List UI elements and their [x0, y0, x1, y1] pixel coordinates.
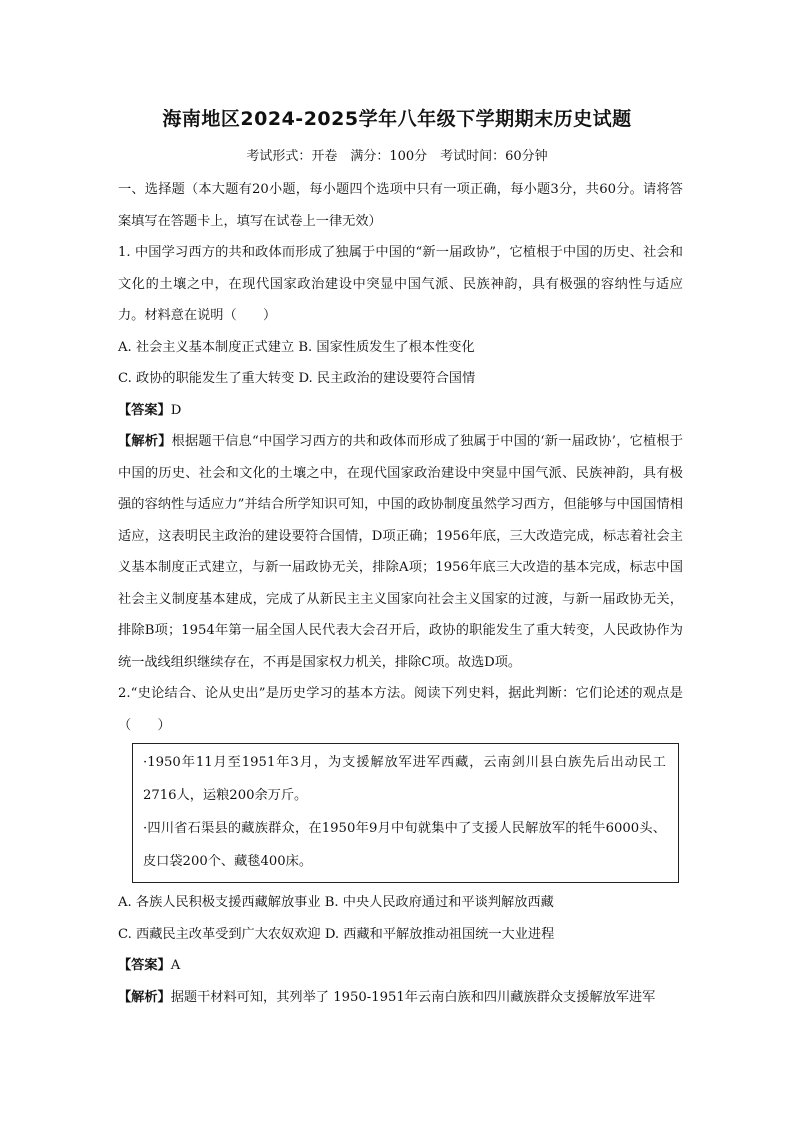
- q2-material-box: [132, 743, 679, 883]
- q2-analysis-label: 【解析】: [118, 989, 171, 1005]
- section-heading: 一、选择题（本大题有20小题，每小题四个选项中只有一项正确，每小题3分，共60分。请将答案填写在答题卡上，填写在试卷上一律无效）: [118, 182, 683, 229]
- q2-stem: 2.“史论结合、论从史出”是历史学习的基本方法。阅读下列史料，据此判断：它们论述的观点是（ ）: [118, 686, 683, 733]
- q2-answer: [118, 950, 683, 982]
- q1-stem: 1. 中国学习西方的共和政体而形成了独属于中国的“新一届政协”，它植根于中国的历史、社会和文化的土壤之中，在现代国家政治建设中突显中国气派、民族神韵，具有极强的容纳性与适应力。材料意在说明（ ）: [118, 245, 683, 323]
- q2-options-line-1: A. 各族人民积极支援西藏解放事业 B. 中央人民政府通过和平谈判解放西藏: [118, 895, 554, 910]
- exam-body: [118, 174, 683, 1013]
- q2-options-line-2: C. 西藏民主改革受到广大农奴欢迎 D. 西藏和平解放推动祖国统一大业进程: [118, 926, 555, 942]
- q2-answer-value: A: [170, 958, 181, 973]
- q2-answer-label: 【答案】: [118, 958, 171, 973]
- q2-material-2: ·四川省石渠县的藏族群众，在1950年9月中旬就集中了支援人民解放军的牦牛6000头、皮口袋200个、藏毯400床。: [143, 821, 666, 869]
- q1-analysis: [118, 426, 683, 678]
- q2-material-1: ·1950年11月至1951年3月，为支援解放军进军西藏，云南剑川县白族先后出动民工2716人，运粮200余万斤。: [143, 755, 666, 803]
- q1-answer-label: 【答案】: [118, 402, 171, 418]
- q1-answer-value: D: [170, 402, 182, 418]
- exam-meta: 考试形式：开卷 满分：100分 考试时间：60分钟: [246, 149, 548, 164]
- q2-analysis: [118, 982, 683, 1014]
- q1-analysis-text: 根据题干信息“中国学习西方的共和政体而形成了独属于中国的‘新一届政协’，它植根于中国的历史、社会和文化的土壤之中，在现代国家政治建设中突显中国气派、民族神韵，具有极强的容纳性与适应力”并结合所学知识可知，中国的政协制度虽然学习西方，但能够与中国国情相适应，这表明民主政治的建设要符合国情，D项正确；1956年底，三大改造完成，标志着社会主义基本制度正式建立，与新一届政协无关，排除A项；1956年底三大改造的基本完成，标志中国社会主义制度基本建成，完成了从新民主主义国家向社会主义国家的过渡，与新一届政协无关，排除B项；1954年第一届全国人民代表大会召开后，政协的职能发生了重大转变，人民政协作为统一战线组织继续存在，不再是国家权力机关，排除C项。故选D项。: [118, 434, 684, 670]
- page-title: 海南地区2024-2025学年八年级下学期期末历史试题: [162, 108, 632, 130]
- q1-answer: [118, 395, 683, 427]
- q1-options-line-2: C. 政协的职能发生了重大转变 D. 民主政治的建设要符合国情: [118, 371, 476, 386]
- q1-analysis-label: 【解析】: [118, 434, 172, 449]
- q1-options-line-1: A. 社会主义基本制度正式建立 B. 国家性质发生了根本性变化: [118, 339, 475, 355]
- q2-analysis-text: 据题干材料可知，其列举了 1950-1951年云南白族和四川藏族群众支援解放军进军: [170, 989, 656, 1005]
